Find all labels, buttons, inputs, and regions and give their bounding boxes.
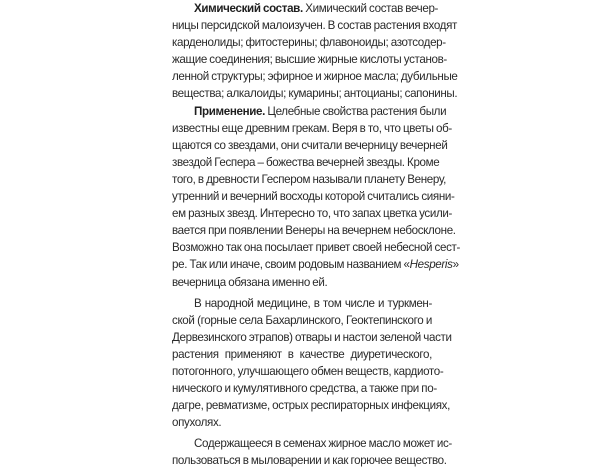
chemistry-line-5: ленной структуры; эфирное и жирное масла; дубильные xyxy=(172,70,458,84)
folk-line-2: ской (горные села Бахарлинского, Геоктепинского и xyxy=(172,313,432,327)
folk-medicine-paragraph xyxy=(172,295,452,432)
application-line-7: ем разных звезд. Интересно то, что запах цветка усили- xyxy=(172,207,453,221)
closing-quote: » xyxy=(452,258,459,272)
seed-oil-line-2: пользоваться в мыловарении и как горючее вещество. xyxy=(172,454,447,468)
folk-line-3: Дервезинского этрапов) отвары и настои зеленой части xyxy=(172,330,452,344)
chemistry-line-3: карденолиды; фитостерины; флавоноиды; азотсодер- xyxy=(172,36,446,50)
application-line-6: утренний и вечерний восходы которой считались сияни- xyxy=(172,190,455,204)
application-line-10-text: ре. Так или иначе, своим родовым названием « xyxy=(172,258,410,272)
application-line-1-text: Целебные свойства растения были xyxy=(264,104,447,118)
application-line-5: того, в древности Геспером называли планету Венеру, xyxy=(172,172,446,186)
folk-line-4: растения применяют в качестве диуретического, xyxy=(172,347,432,361)
text-column xyxy=(172,0,461,470)
seed-oil-paragraph xyxy=(172,435,452,469)
application-line-9: Возможно так она посылает привет своей небесной сест- xyxy=(172,241,461,255)
application-line-2: известны еще древним грекам. Веря в то, что цветы об- xyxy=(172,121,452,135)
folk-line-6: нического и кумулятивного средства, а также при по- xyxy=(172,382,437,396)
chemistry-paragraph xyxy=(172,0,458,103)
application-heading: Применение. xyxy=(194,104,265,118)
application-line-4: звездой Геспера – божества вечерней звезды. Кроме xyxy=(172,155,440,169)
chemistry-line-2: ницы персидской малоизучен. В состав растения входят xyxy=(172,19,457,33)
chemistry-line-6: вещества; алкалоиды; кумарины; антоцианы; сапонины. xyxy=(172,87,458,101)
application-line-1 xyxy=(172,103,447,120)
application-line-11: вечерница обязана именно ей. xyxy=(172,275,328,289)
application-line-10 xyxy=(172,256,459,273)
application-paragraph xyxy=(172,103,461,291)
latin-name: Hesperis xyxy=(409,258,453,272)
application-line-8: вается при появлении Венеры на вечернем небосклоне. xyxy=(172,224,456,238)
application-line-3: щаются со звездами, они считали вечерницу вечерней xyxy=(172,138,448,152)
chemistry-heading: Химический состав. xyxy=(194,2,303,15)
seed-oil-line-1: Содержащееся в семенах жирное масло может ис- xyxy=(194,437,452,451)
chemistry-line-1-text: Химический состав вечер- xyxy=(302,2,439,15)
folk-line-5: потогонного, улучшающего обмен веществ, кардиото- xyxy=(172,364,444,378)
folk-line-1: В народной медицине, в том числе и туркмен- xyxy=(194,296,432,310)
folk-line-8: опухолях. xyxy=(172,416,222,430)
chemistry-line-4: жащие соединения; высшие жирные кислоты установ- xyxy=(172,53,447,67)
chemistry-line-1 xyxy=(172,0,439,17)
folk-line-7: дагре, ревматизме, острых респираторных инфекциях, xyxy=(172,399,450,413)
